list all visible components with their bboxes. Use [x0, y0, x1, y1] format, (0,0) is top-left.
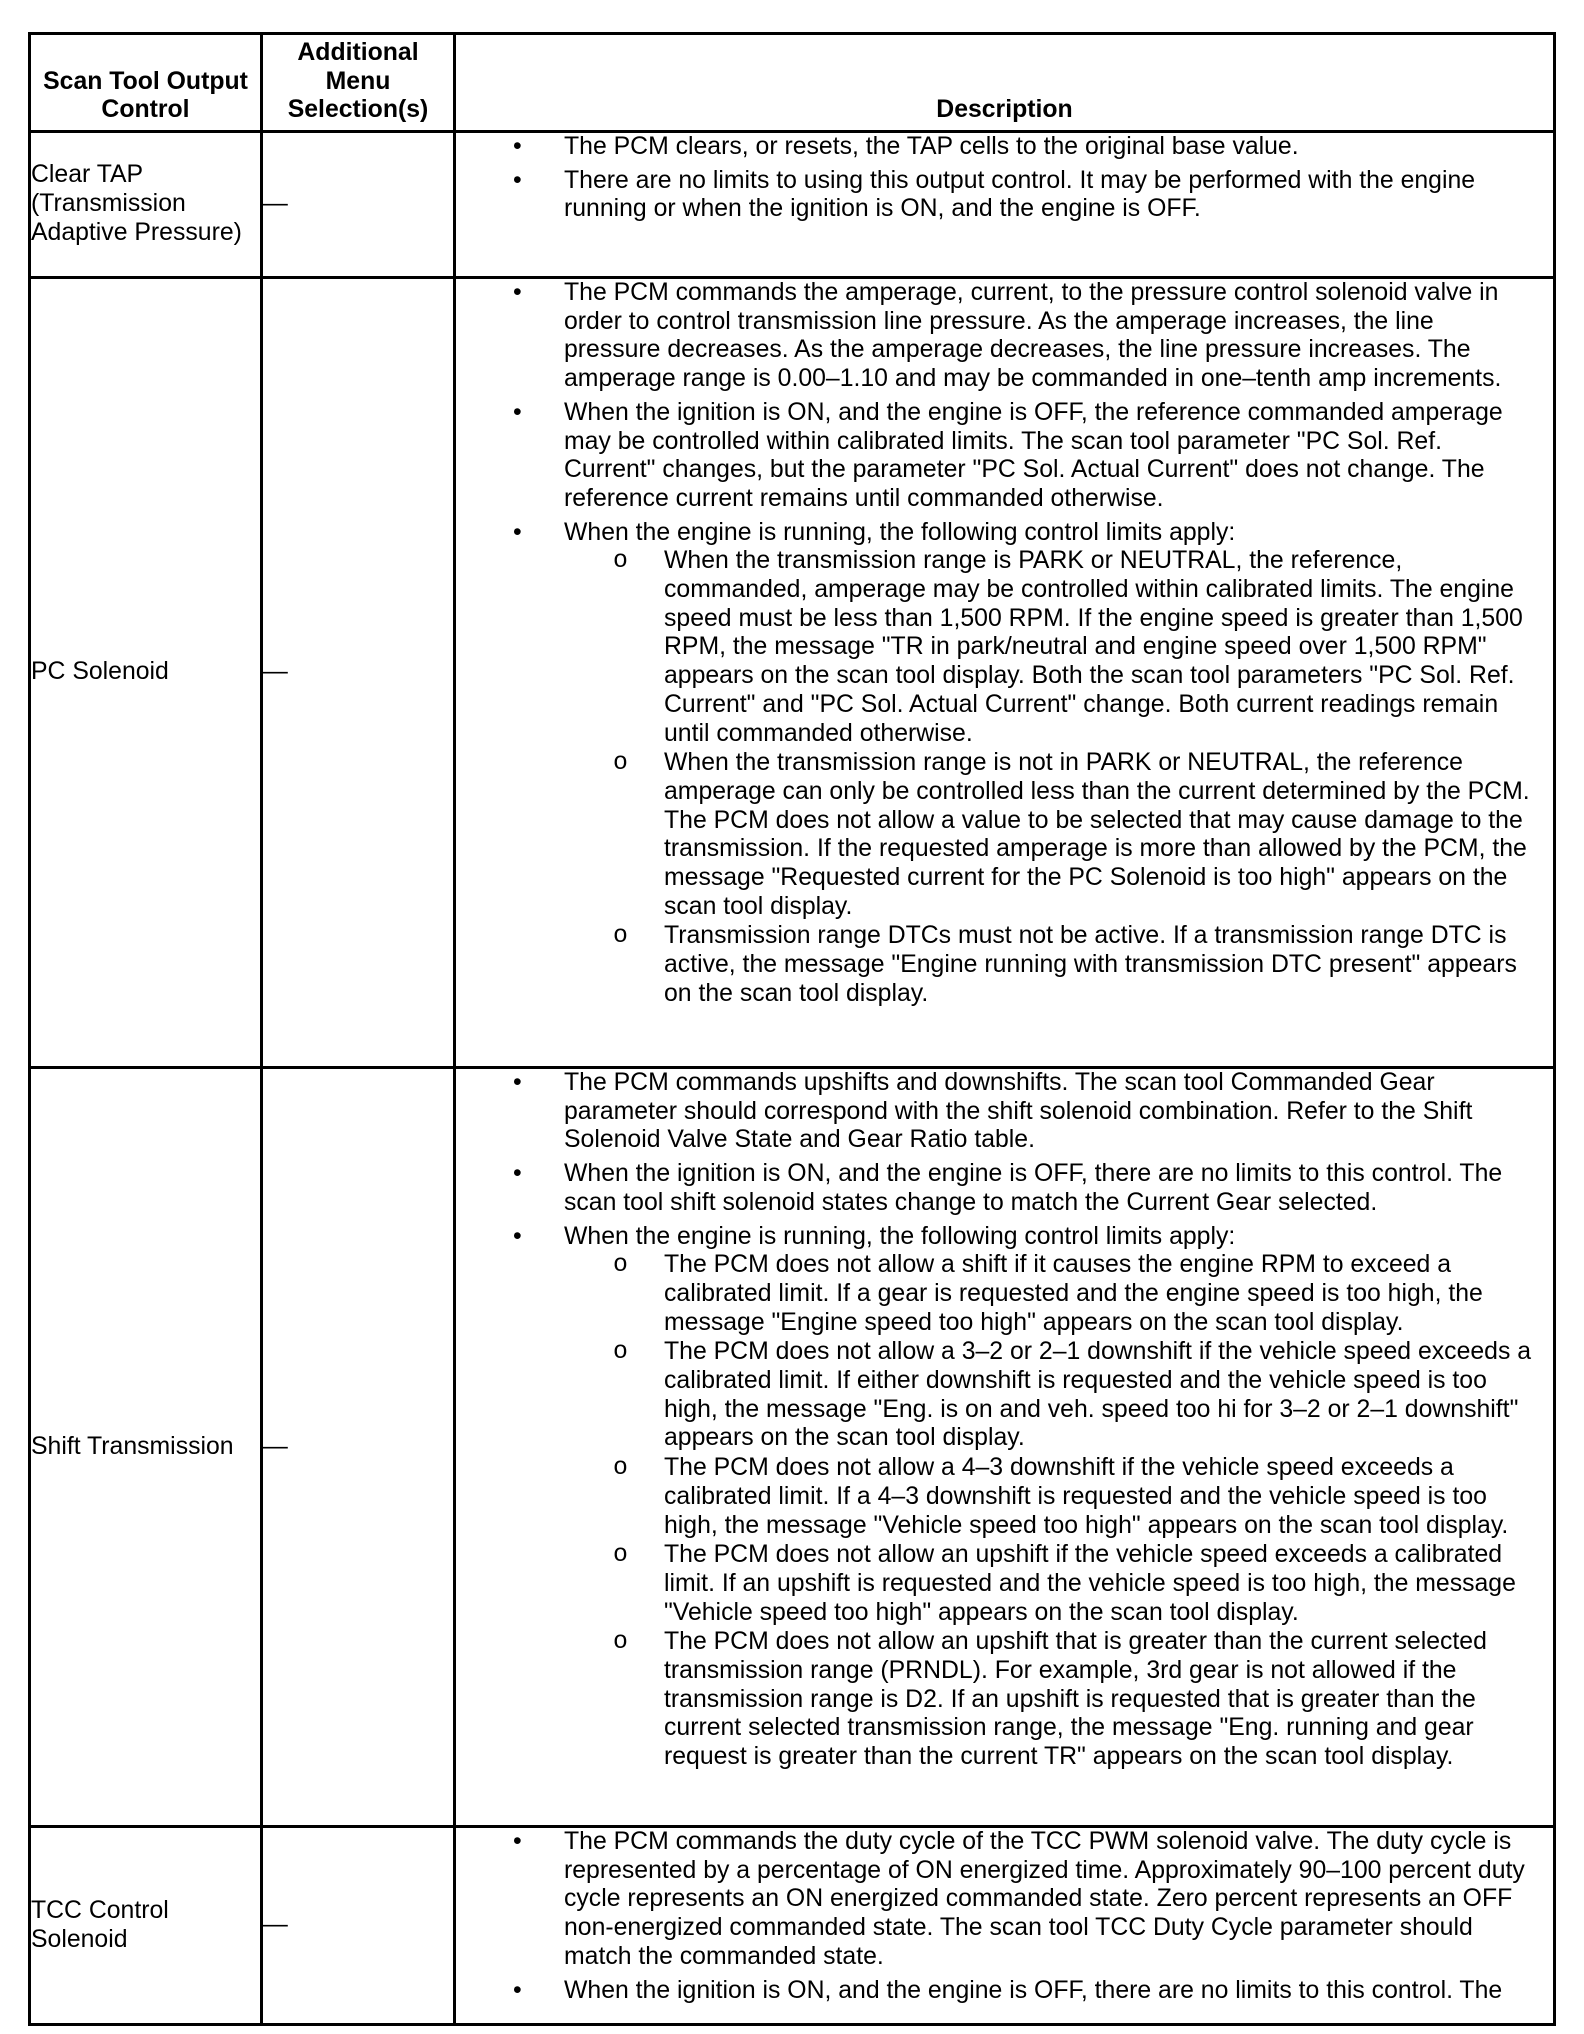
sub-bullet-item — [564, 1541, 1551, 1627]
sub-bullet-text: o When the transmission range is PARK or NEUTRAL, the reference, commanded, amperage may be controlled within calibrated limits. The engine speed must be less than 1,500 RPM. If the engine speed is greater than 1,500 RPM, the message "TR in park/neutral and engine speed over 1,500 RPM" appears on the scan tool display. Both the scan tool parameters "PC Sol. Ref. Current" and "PC Sol. Actual Current" change. Both current readings remain until commanded otherwise. — [664, 547, 1523, 747]
sub-bullet-text: o The PCM does not allow an upshift if the vehicle speed exceeds a calibrated limit. If an upshift is requested and the vehicle speed is too high, the message "Vehicle speed too high" appears on the scan tool display. — [664, 1541, 1516, 1626]
description-cell — [455, 1068, 1555, 1827]
header-scan-tool-output-control: Scan Tool Output Control — [30, 34, 262, 132]
bullet-text: • When the ignition is ON, and the engine is OFF, there are no limits to this control. The — [564, 1976, 1503, 2004]
bullet-item — [456, 1977, 1553, 2006]
description-cell — [455, 132, 1555, 278]
sub-bullet-item — [564, 1338, 1551, 1453]
output-control-name: PC Solenoid — [30, 278, 262, 1068]
bullet-item — [456, 1069, 1553, 1155]
bullet-text: • The PCM commands the amperage, current, to the pressure control solenoid valve in order to control transmission line pressure. As the amperage increases, the line pressure decreases. As the amperage decreases, the line pressure increases. The amperage range is 0.00–1.10 and may be commanded in one–tenth amp increments. — [564, 279, 1502, 393]
bullet-list — [456, 279, 1553, 1009]
scan-tool-output-control-table — [28, 32, 1556, 2026]
sub-bullet-text: o When the transmission range is not in PARK or NEUTRAL, the reference amperage can only be controlled less than the current determined by the PCM. The PCM does not allow a value to be selected that may cause damage to the transmission. If the requested amperage is more than allowed by the PCM, the message "Requested current for the PC Solenoid is too high" appears on the scan tool display. — [664, 749, 1530, 920]
sub-bullet-item — [564, 1251, 1551, 1337]
sub-bullet-item — [564, 1454, 1551, 1540]
additional-menu-selection: — — [262, 1827, 455, 2025]
table-row-pc-solenoid — [30, 278, 1555, 1068]
bullet-text: • When the engine is running, the following control limits apply: — [564, 518, 1236, 546]
bullet-text: • The PCM commands upshifts and downshifts. The scan tool Commanded Gear parameter should correspond with the shift solenoid combination. Refer to the Shift Solenoid Valve State and Gear Ratio table. — [564, 1069, 1473, 1154]
bullet-item — [456, 133, 1553, 162]
bullet-list — [456, 1828, 1553, 2005]
sub-bullet-item — [564, 1628, 1551, 1772]
sub-bullet-item — [564, 749, 1551, 921]
table-row-tcc-control-solenoid — [30, 1827, 1555, 2025]
header-row — [30, 34, 1555, 132]
header-additional-menu-selections: Additional Menu Selection(s) — [262, 34, 455, 132]
bullet-text: • The PCM clears, or resets, the TAP cells to the original base value. — [564, 133, 1299, 160]
sub-bullet-text: o Transmission range DTCs must not be active. If a transmission range DTC is active, the message "Engine running with transmission DTC present" appears on the scan tool display. — [664, 922, 1517, 1007]
header-description: Description — [455, 34, 1555, 132]
bullet-text: • When the ignition is ON, and the engine is OFF, the reference commanded amperage may be controlled within calibrated limits. The scan tool parameter "PC Sol. Ref. Current" changes, but the parameter "PC Sol. Actual Current" does not change. The reference current remains until commanded otherwise. — [564, 398, 1503, 512]
description-cell — [455, 278, 1555, 1068]
additional-menu-selection: — — [262, 1068, 455, 1827]
sub-bullet-list — [564, 1251, 1551, 1772]
output-control-name: Shift Transmission — [30, 1068, 262, 1827]
table-row-shift-transmission — [30, 1068, 1555, 1827]
bullet-text: • When the ignition is ON, and the engine is OFF, there are no limits to this control. The scan tool shift solenoid states change to match the Current Gear selected. — [564, 1160, 1503, 1216]
bullet-text: • There are no limits to using this output control. It may be performed with the engine running or when the ignition is ON, and the engine is OFF. — [564, 166, 1476, 223]
bullet-item — [456, 519, 1553, 1009]
description-cell — [455, 1827, 1555, 2025]
sub-bullet-text: o The PCM does not allow a 4–3 downshift if the vehicle speed exceeds a calibrated limit. If a 4–3 downshift is requested and the vehicle speed is too high, the message "Vehicle speed too high" appears on the scan tool display. — [664, 1454, 1509, 1539]
sub-bullet-item — [564, 922, 1551, 1008]
output-control-name: Clear TAP (Transmission Adaptive Pressure) — [30, 132, 262, 278]
bullet-item — [456, 1828, 1553, 1972]
sub-bullet-item — [564, 547, 1551, 748]
sub-bullet-list — [564, 547, 1551, 1008]
bullet-item — [456, 399, 1553, 514]
bullet-list — [456, 133, 1553, 224]
bullet-text: • When the engine is running, the following control limits apply: — [564, 1222, 1236, 1250]
bullet-item — [456, 167, 1553, 224]
additional-menu-selection: — — [262, 132, 455, 278]
output-control-name: TCC Control Solenoid — [30, 1827, 262, 2025]
table-row-clear-tap — [30, 132, 1555, 278]
sub-bullet-text: o The PCM does not allow a 3–2 or 2–1 downshift if the vehicle speed exceeds a calibrated limit. If either downshift is requested and the vehicle speed is too high, the message "Eng. is on and veh. speed too hi for 3–2 or 2–1 downshift" appears on the scan tool display. — [664, 1338, 1532, 1452]
bullet-text: • The PCM commands the duty cycle of the TCC PWM solenoid valve. The duty cycle is represented by a percentage of ON energized time. Approximately 90–100 percent duty cycle represents an ON energized commanded state. Zero percent represents an OFF non-energized commanded state. The scan tool TCC Duty Cycle parameter should match the commanded state. — [564, 1828, 1525, 1970]
sub-bullet-text: o The PCM does not allow a shift if it causes the engine RPM to exceed a calibrated limit. If a gear is requested and the engine speed is too high, the message "Engine speed too high" appears on the scan tool display. — [664, 1251, 1483, 1336]
sub-bullet-text: o The PCM does not allow an upshift that is greater than the current selected transmission range (PRNDL). For example, 3rd gear is not allowed if the transmission range is D2. If an upshift is requested that is greater than the current selected transmission range, the message "Eng. running and gear request is greater than the current TR" appears on the scan tool display. — [664, 1628, 1487, 1771]
bullet-list — [456, 1069, 1553, 1772]
bullet-item — [456, 1160, 1553, 1217]
bullet-item — [456, 279, 1553, 394]
bullet-item — [456, 1223, 1553, 1772]
additional-menu-selection: — — [262, 278, 455, 1068]
